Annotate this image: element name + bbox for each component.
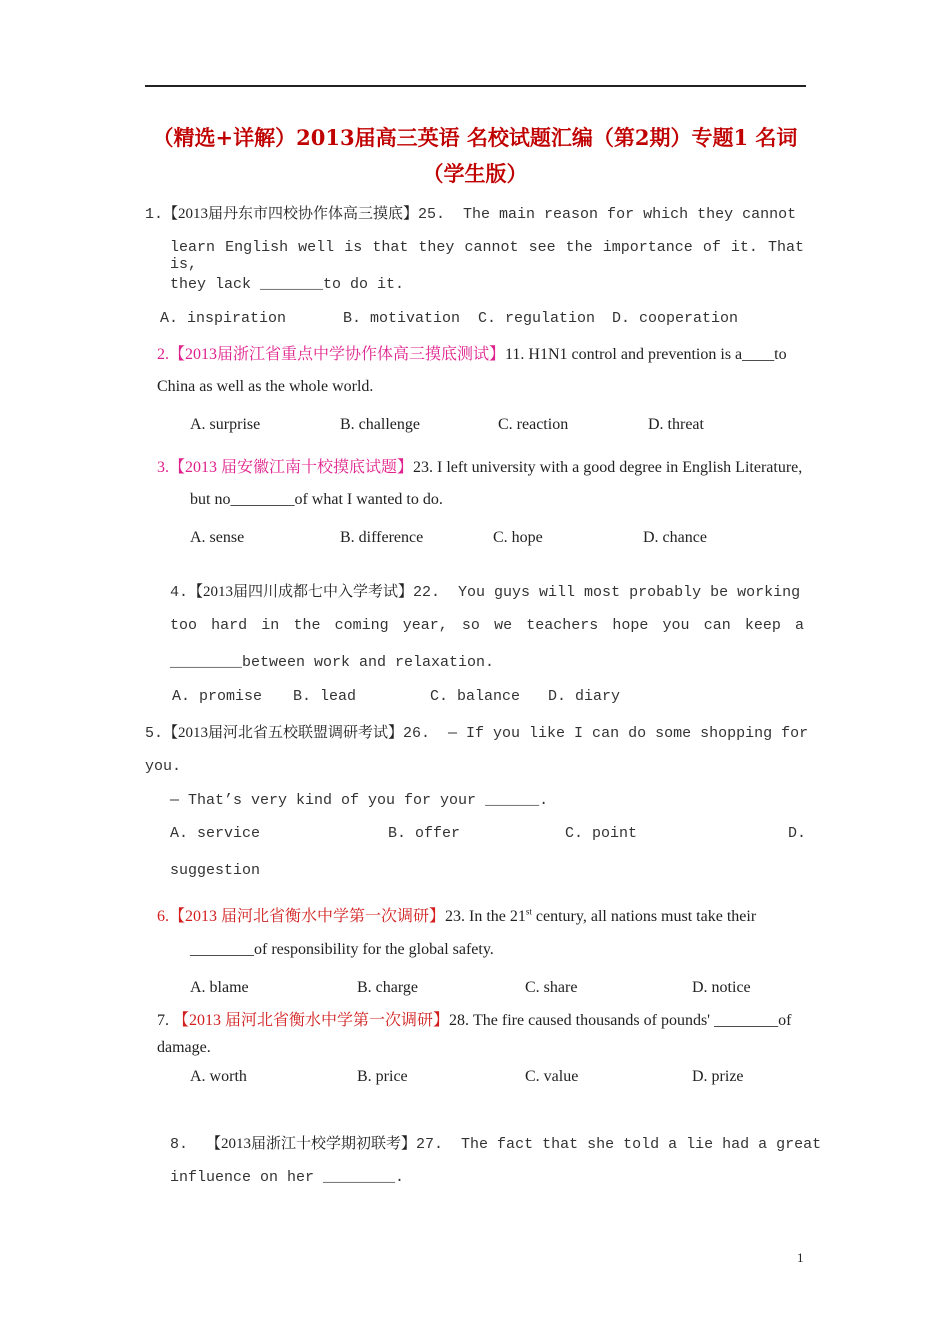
question-source: 【2013届浙江省重点中学协作体高三摸底测试】 xyxy=(169,346,506,363)
question-7-line-1 xyxy=(157,1007,791,1030)
option-d: D. diary xyxy=(548,688,621,705)
question-text: 23. In the 21 xyxy=(445,908,526,925)
option-a: A. blame xyxy=(190,979,249,996)
option-b: B. motivation xyxy=(343,310,461,327)
question-number: 1. xyxy=(145,206,164,223)
question-2-line-1 xyxy=(157,341,787,364)
question-text: but no xyxy=(190,491,231,508)
question-6-line-2 xyxy=(190,941,494,959)
answer-blank: ________ xyxy=(170,654,243,671)
question-text: to do it. xyxy=(323,276,405,293)
question-text: of xyxy=(778,1012,792,1029)
question-text: 11. H1N1 control and prevention is a xyxy=(505,346,743,363)
option-b: B. lead xyxy=(293,688,357,705)
option-d: D. chance xyxy=(643,529,707,546)
option-a: A. service xyxy=(170,825,261,842)
question-5-line-1 xyxy=(145,721,808,742)
question-7-line-2: damage. xyxy=(157,1039,211,1056)
answer-blank: ________ xyxy=(714,1012,779,1029)
question-source: 【2013届四川成都七中入学考试】 xyxy=(188,584,414,600)
option-b: B. difference xyxy=(340,529,424,546)
question-5-line-2: you. xyxy=(145,758,182,775)
option-a: A. promise xyxy=(172,688,263,705)
question-text: to xyxy=(774,346,787,363)
question-text: — That’s very kind of you for your xyxy=(170,792,486,809)
page-subtitle: （学生版） xyxy=(422,161,528,186)
question-text: of what I wanted to do. xyxy=(294,491,443,508)
page-number: 1 xyxy=(797,1250,804,1265)
question-5-line-3 xyxy=(170,792,548,809)
question-number: 5. xyxy=(145,725,164,742)
answer-blank: ____ xyxy=(742,346,775,363)
option-b: B. price xyxy=(357,1068,408,1085)
option-d: D. threat xyxy=(648,416,704,433)
question-text: of responsibility for the global safety. xyxy=(254,941,494,958)
option-c: C. balance xyxy=(430,688,521,705)
option-d: D. prize xyxy=(692,1068,744,1085)
option-b: B. offer xyxy=(388,825,461,842)
option-a: A. sense xyxy=(190,529,245,546)
question-source: 【2013届浙江十校学期初联考】 xyxy=(206,1136,417,1152)
option-c: C. share xyxy=(525,979,578,996)
question-text: influence on her xyxy=(170,1169,324,1186)
question-text: 25. The main reason for which they cannot xyxy=(418,206,797,223)
option-d: D. cooperation xyxy=(612,310,739,327)
question-text: between work and relaxation. xyxy=(242,654,495,671)
question-2-line-2: China as well as the whole world. xyxy=(157,378,374,395)
question-text: they lack xyxy=(170,276,261,293)
question-source: 【2013 届河北省衡水中学第一次调研】 xyxy=(169,908,446,925)
question-text: 23. I left university with a good degree in English Literature, xyxy=(413,459,803,476)
question-3-line-1 xyxy=(157,454,802,477)
question-text: 26. — If you like I can do some shopping for xyxy=(403,725,809,742)
option-c: C. value xyxy=(525,1068,579,1085)
option-c: C. reaction xyxy=(498,416,569,433)
question-text: . xyxy=(395,1169,405,1186)
answer-blank: ______ xyxy=(485,792,540,809)
question-text: 22. You guys will most probably be working xyxy=(413,584,801,601)
question-number: 6. xyxy=(157,908,169,925)
question-8-line-1 xyxy=(170,1132,821,1153)
question-text: 28. The fire caused thousands of pounds' xyxy=(449,1012,711,1029)
option-b: B. challenge xyxy=(340,416,420,433)
question-text: . xyxy=(539,792,549,809)
question-3-line-2 xyxy=(190,491,443,509)
question-source: 【2013 届安徽江南十校摸底试题】 xyxy=(169,459,414,476)
answer-blank: ________ xyxy=(230,491,295,508)
answer-blank: ________ xyxy=(190,941,254,958)
header-rule xyxy=(145,85,806,87)
option-a: A. inspiration xyxy=(160,310,287,327)
question-1-line-2: learn English well is that they cannot see the importance of it. That is, xyxy=(170,239,804,273)
answer-blank: _______ xyxy=(260,276,324,293)
option-b: B. charge xyxy=(357,979,419,996)
option-c: C. point xyxy=(565,825,638,842)
option-d-text: suggestion xyxy=(170,862,261,879)
question-source: 【2013届河北省五校联盟调研考试】 xyxy=(163,725,404,741)
page-title: （精选+详解）2013届高三英语 名校试题汇编（第2期）专题1 名词 xyxy=(152,125,798,150)
question-text: 27. The fact that she told a lie had a great xyxy=(416,1136,822,1153)
option-c: C. regulation xyxy=(478,310,596,327)
question-number: 2. xyxy=(157,346,169,363)
question-number: 4. xyxy=(170,584,189,601)
ordinal-suffix: st xyxy=(525,906,532,917)
question-8-line-2 xyxy=(170,1169,404,1186)
question-source: 【2013 届河北省衡水中学第一次调研】 xyxy=(173,1012,450,1029)
question-4-line-1 xyxy=(170,580,800,601)
option-d: D. notice xyxy=(692,979,751,996)
question-number: 8. xyxy=(170,1136,189,1153)
question-number: 7. xyxy=(157,1012,169,1029)
option-a: A. surprise xyxy=(190,416,261,433)
option-a: A. worth xyxy=(190,1068,247,1085)
question-6-line-1 xyxy=(157,903,756,926)
question-text: century, all nations must take their xyxy=(531,908,757,925)
question-4-line-3 xyxy=(170,654,494,671)
question-source: 【2013届丹东市四校协作体高三摸底】 xyxy=(163,206,419,222)
question-1-line-3 xyxy=(170,276,404,293)
option-c: C. hope xyxy=(493,529,543,546)
answer-blank: ________ xyxy=(323,1169,396,1186)
option-d: D. xyxy=(788,825,807,842)
question-1-line-1 xyxy=(145,202,796,223)
question-number: 3. xyxy=(157,459,169,476)
question-4-line-2: too hard in the coming year, so we teachers hope you can keep a xyxy=(170,617,804,634)
